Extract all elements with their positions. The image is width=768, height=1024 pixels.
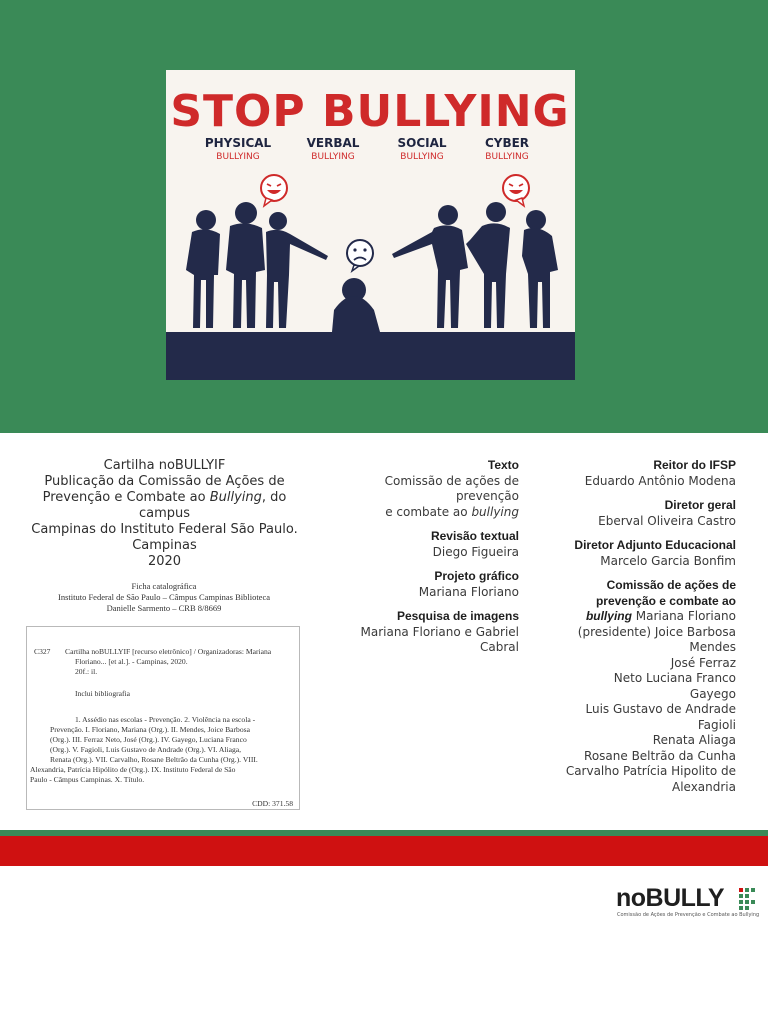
cover-type-physical: PHYSICAL [204,136,272,150]
footer-red-stripe [0,836,768,866]
catalog-card [26,626,300,810]
staff-comissao-label: Comissão de ações de prevenção e combate ao [595,578,736,608]
ficha-catalografica-header [26,581,302,614]
staff-adjunto [545,538,736,569]
ficha-line-2: Danielle Sarmento – CRB 8/8669 [106,603,222,613]
staff-reitor-value: Eduardo Antônio Modena [584,473,736,488]
cover-type-cyber: CYBER [484,136,530,150]
publication-line-3: Prevenção e Combate ao Bullying, do campus [42,490,287,521]
credit-texto-label: Texto [487,458,519,472]
credit-texto [325,458,519,520]
staff-comissao [545,578,736,795]
credit-texto-value-1: Comissão de ações de prevenção [384,473,519,503]
catalog-subject-line: 1. Assédio nas escolas - Prevenção. 2. Violência na escola - [75,715,256,724]
credit-projeto-label: Projeto gráfico [434,569,519,583]
staff-reitor [545,458,736,489]
credit-revisao [325,529,519,560]
publication-city: Campinas [132,538,197,553]
catalog-subjects [30,715,293,785]
ficha-title: Ficha catalográfica [131,581,197,591]
credit-revisao-value: Diego Figueira [432,544,519,559]
publication-title: Cartilha noBULLYIF [103,458,226,473]
staff-adjunto-value: Marcelo Garcia Bonfim [600,553,736,568]
cover-type-verbal: VERBAL [306,136,360,150]
catalog-ref-line-2: Floriano... [et al.]. - Campinas, 2020. [75,657,188,666]
if-grid-icon [739,888,755,910]
staff-comissao-line-4: José Ferraz [670,655,736,670]
catalog-ref-line-3: 20f.: il. [75,667,98,676]
credit-pesquisa-value: Mariana Floriano e Gabriel Cabral [360,624,519,654]
staff-comissao-line-6: Gayego [689,686,736,701]
catalog-subject-line: Renata (Org.). VII. Carvalho, Rosane Beltrão da Cunha (Org.). VIII. [50,755,258,764]
logo-wordmark: noBULLY [616,884,725,912]
catalog-ref-line-1: Cartilha noBULLYIF [recurso eletrônico] / Organizadoras: Mariana [65,647,272,656]
staff-diretor-label: Diretor geral [664,498,736,512]
staff-reitor-label: Reitor do IFSP [653,458,736,472]
credit-pesquisa-label: Pesquisa de imagens [396,609,519,623]
staff-diretor-value: Eberval Oliveira Castro [598,513,736,528]
logo-tagline: Comissão de Ações de Prevenção e Combate ao Bullying [617,912,760,918]
cover-illustration [166,70,575,380]
cover-type-social: SOCIAL [397,136,447,150]
cover-title: STOP BULLYING [170,86,570,137]
publication-line-4: Campinas do Instituto Federal São Paulo. [31,522,298,537]
cover-type-cyber-sub: BULLYING [485,152,529,162]
staff-adjunto-label: Diretor Adjunto Educacional [574,538,736,552]
staff-comissao-line-3: Mendes [689,640,736,654]
publication-year: 2020 [147,554,182,569]
catalog-code: C327 [34,647,51,656]
staff-comissao-line-2: (presidente) Joice Barbosa [577,624,736,639]
credit-projeto [325,569,519,600]
catalog-subject-line: (Org.). III. Ferraz Neto, José (Org.). IV. Gayego, Luciana Franco [50,735,247,744]
catalog-cdd: CDD: 371.58 [252,799,293,808]
staff-comissao-line-11: Alexandria [671,779,736,794]
publication-info [18,458,311,570]
cover-ground [166,332,575,380]
catalog-includes: Inclui bibliografia [75,689,131,698]
staff-comissao-line-1: bullying Mariana Floriano [585,609,736,623]
staff-comissao-line-5: Neto Luciana Franco [613,671,736,685]
catalog-subject-line: Alexandria, Patrícia Hipólito de (Org.). IX. Instituto Federal de São [30,765,236,774]
credit-texto-value-2: e combate ao bullying [385,504,519,519]
staff-comissao-line-8: Renata Aliaga [652,733,736,747]
staff-comissao-line-9: Rosane Beltrão da Cunha [584,748,736,763]
catalog-subject-line: Prevenção. I. Floriano, Mariana (Org.). II. Mendes, Joice Barbosa [50,725,250,734]
cover-type-social-sub: BULLYING [400,152,444,162]
nobully-logo [616,884,761,924]
ficha-line-1: Instituto Federal de São Paulo – Câmpus Campinas Biblioteca [58,592,270,602]
credit-pesquisa [325,609,519,656]
staff-column [545,458,736,804]
publication-line-2: Publicação da Comissão de Ações de [44,474,285,489]
staff-comissao-line-7: Luis Gustavo de Andrade Fagioli [585,702,736,732]
staff-diretor [545,498,736,529]
stop-bullying-illustration [166,70,575,380]
credit-revisao-label: Revisão textual [430,529,519,543]
staff-comissao-line-10: Carvalho Patrícia Hipolito de [565,764,736,778]
catalog-subject-line: Paulo - Câmpus Campinas. X. Título. [30,775,145,784]
credits-column [325,458,519,665]
catalog-subject-line: (Org.). V. Fagioli, Luis Gustavo de Andrade (Org.). VI. Aliaga, [50,745,242,754]
catalog-reference [65,647,291,677]
credit-projeto-value: Mariana Floriano [418,584,519,599]
cover-type-physical-sub: BULLYING [216,152,260,162]
cover-type-verbal-sub: BULLYING [311,152,355,162]
